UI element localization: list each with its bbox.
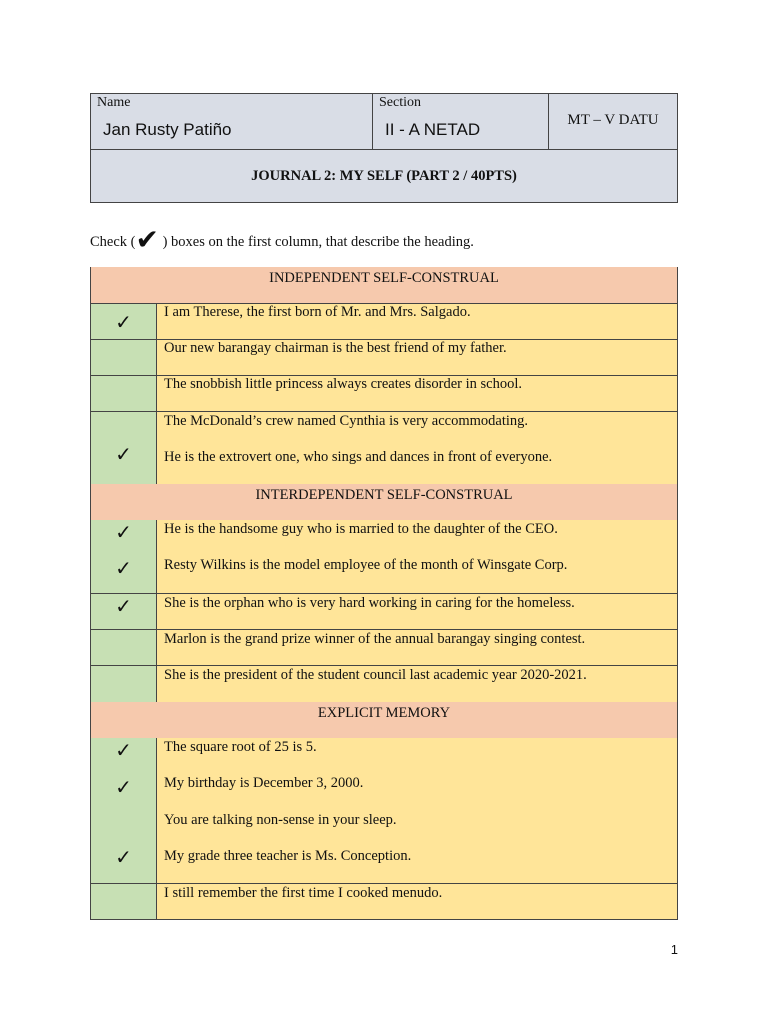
journal-title: JOURNAL 2: MY SELF (PART 2 / 40PTS) [251, 168, 517, 184]
item-text: The McDonald’s crew named Cynthia is very accommodating. [164, 413, 529, 429]
table-row [90, 883, 678, 920]
table-row [90, 375, 678, 411]
item-text: Marlon is the grand prize winner of the annual barangay singing contest. [164, 631, 586, 647]
item-text: The snobbish little princess always creates disorder in school. [164, 376, 522, 392]
table-row [90, 665, 678, 702]
name-cell [91, 94, 373, 149]
name-label: Name [97, 95, 131, 110]
section-heading-independent: INDEPENDENT SELF-CONSTRUAL [90, 267, 678, 303]
checkbox-cell[interactable] [90, 411, 157, 484]
item-text: Our new barangay chairman is the best friend of my father. [164, 340, 507, 356]
item-text: She is the orphan who is very hard working in caring for the homeless. [164, 595, 575, 611]
item-text: I am Therese, the first born of Mr. and Mrs. Salgado. [164, 304, 471, 320]
table-row [90, 339, 678, 375]
name-field[interactable]: Jan Rusty Patiño [103, 120, 232, 139]
checkbox-cell[interactable] [90, 303, 157, 339]
checkmark-icon: ✓ [115, 594, 132, 618]
item-text: You are talking non-sense in your sleep. [164, 812, 397, 828]
item-text: My birthday is December 3, 2000. [164, 775, 364, 791]
instruction-suffix: ) boxes on the first column, that describe the heading. [158, 234, 474, 250]
checkbox-cell[interactable] [90, 665, 157, 702]
header-info-row [91, 94, 677, 150]
class-code: MT – V DATU [567, 112, 659, 128]
table-row [90, 411, 678, 484]
checkbox-cell[interactable] [90, 738, 157, 883]
section-heading-interdependent: INTERDEPENDENT SELF-CONSTRUAL [90, 484, 678, 520]
table-row [90, 520, 678, 593]
checkmark-icon: ✓ [115, 775, 132, 799]
checkmark-icon: ✓ [115, 738, 132, 762]
item-text: He is the extrovert one, who sings and dances in front of everyone. [164, 449, 553, 465]
instruction-prefix: Check ( [90, 234, 136, 250]
table-row [90, 593, 678, 629]
checkmark-icon: ✓ [115, 520, 132, 544]
table-row [90, 303, 678, 339]
class-code-cell [549, 94, 677, 149]
checkmark-icon: ✓ [115, 442, 132, 466]
section-cell [373, 94, 549, 149]
item-text: He is the handsome guy who is married to the daughter of the CEO. [164, 521, 558, 537]
item-text: She is the president of the student council last academic year 2020-2021. [164, 667, 587, 683]
checklist-table [90, 267, 678, 920]
checkbox-cell[interactable] [90, 883, 157, 920]
item-text: My grade three teacher is Ms. Conception. [164, 848, 412, 864]
checkbox-cell[interactable] [90, 375, 157, 411]
section-label: Section [379, 95, 421, 110]
checkmark-icon: ✓ [115, 556, 132, 580]
section-field[interactable]: II - A NETAD [385, 120, 481, 139]
page-number: 1 [670, 942, 678, 957]
table-row [90, 738, 678, 883]
check-icon: ✔ [135, 223, 159, 256]
table-row [90, 629, 678, 665]
item-text: I still remember the first time I cooked menudo. [164, 885, 443, 901]
section-heading-explicit-memory: EXPLICIT MEMORY [90, 702, 678, 738]
checkmark-icon: ✓ [115, 310, 132, 334]
item-text: Resty Wilkins is the model employee of the month of Winsgate Corp. [164, 557, 568, 573]
item-text: The square root of 25 is 5. [164, 739, 317, 755]
checkbox-cell[interactable] [90, 520, 157, 593]
header-table [90, 93, 678, 203]
checkbox-cell[interactable] [90, 629, 157, 665]
instruction-text [90, 222, 474, 256]
checkmark-icon: ✓ [115, 845, 132, 869]
checkbox-cell[interactable] [90, 339, 157, 375]
checkbox-cell[interactable] [90, 593, 157, 629]
